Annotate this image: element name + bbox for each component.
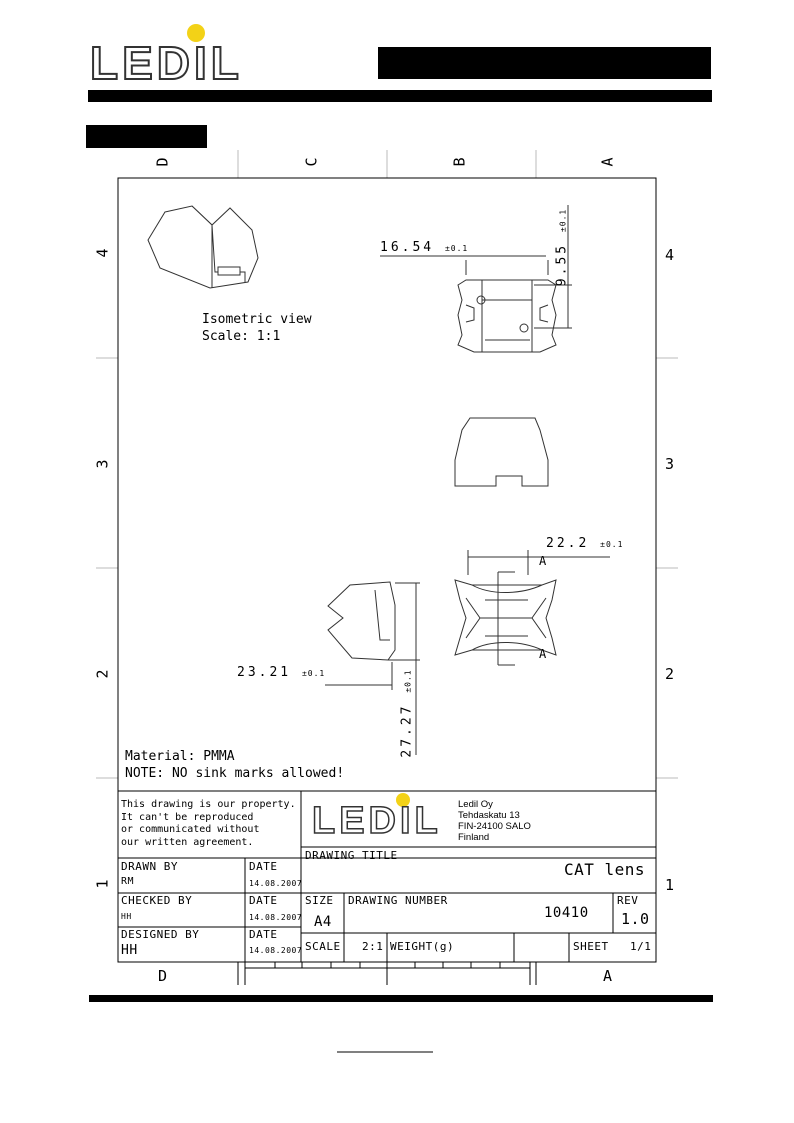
rev-value: 1.0 [621, 910, 650, 928]
date-designed-value: 14.08.2007 [249, 946, 303, 955]
date-drawn-label: DATE [249, 860, 278, 873]
zone-col-top-a: A [598, 157, 617, 167]
dim-height-top [555, 198, 570, 298]
dim-width-side-value: 23.21 [237, 665, 292, 680]
zone-row-right-3: 3 [665, 455, 675, 473]
property-notice-line: or communicated without [121, 824, 260, 835]
rev-label: REV [617, 894, 639, 907]
drawn-by-label: DRAWN BY [121, 860, 178, 873]
zone-row-left-1: 1 [93, 879, 112, 889]
drawing-title-label: DRAWING TITLE [305, 849, 398, 862]
dim-height-side [400, 659, 415, 769]
date-drawn-value: 14.08.2007 [249, 879, 303, 888]
date-designed-label: DATE [249, 928, 278, 941]
section-view-sketch [455, 550, 610, 665]
dim-width-front [546, 536, 623, 551]
zone-col-top-b: B [450, 157, 469, 167]
dim-width-top-value: 16.54 [380, 240, 435, 255]
property-notice [121, 799, 296, 849]
company-line: Finland [458, 832, 490, 843]
scale-label: SCALE [305, 940, 341, 953]
zone-row-right-4: 4 [665, 246, 675, 264]
designed-by-label: DESIGNED BY [121, 928, 200, 941]
zone-row-right-1: 1 [665, 876, 675, 894]
drawing-title-value: CAT lens [564, 860, 646, 879]
dim-width-front-value: 22.2 [546, 536, 590, 551]
designed-by-value: HH [121, 943, 138, 958]
zone-row-left-3: 3 [93, 459, 112, 469]
date-checked-label: DATE [249, 894, 278, 907]
material-label: Material: PMMA [125, 749, 235, 764]
dim-height-top-tol: ±0.1 [558, 208, 568, 233]
zone-col-top-d: D [153, 157, 172, 167]
company-line: FIN-24100 SALO [458, 821, 531, 832]
isometric-view-label: Isometric view [202, 312, 312, 327]
logo-wordmark: LEDIL [90, 37, 243, 89]
size-label: SIZE [305, 894, 334, 907]
dim-height-side-value: 27.27 [399, 703, 415, 758]
zone-row-left-4: 4 [93, 248, 112, 258]
dim-width-side [237, 665, 325, 680]
property-notice-line: our written agreement. [121, 836, 254, 848]
dim-width-top [380, 240, 468, 255]
dim-width-top-tol: ±0.1 [444, 244, 469, 253]
property-notice-line: It can't be reproduced [121, 811, 254, 823]
section-marker-bottom: A [539, 647, 550, 661]
dim-height-top-value: 9.55 [554, 242, 570, 287]
titleblock-logo-wordmark: LEDIL [312, 800, 442, 842]
zone-col-bottom-a: A [603, 967, 613, 985]
front-view-sketch [455, 418, 548, 486]
scale-value: 2:1 [362, 940, 384, 953]
drawing-number-value: 10410 [544, 905, 589, 921]
isometric-scale-label: Scale: 1:1 [202, 329, 281, 344]
top-view-sketch [380, 205, 572, 352]
weight-label: WEIGHT(g) [390, 940, 455, 953]
company-address [458, 799, 531, 843]
titleblock-logo [312, 792, 442, 842]
property-notice-line: This drawing is our property. [121, 799, 296, 810]
sheet-value: 1/1 [630, 940, 652, 953]
zone-col-bottom-d: D [158, 967, 168, 985]
sheet-label: SHEET [573, 940, 609, 953]
checked-by-value: HH [121, 912, 132, 921]
zone-row-right-2: 2 [665, 665, 675, 683]
dim-height-side-tol: ±0.1 [403, 669, 413, 693]
size-value: A4 [314, 914, 332, 930]
zone-col-top-c: C [302, 157, 321, 167]
company-line: Tehdaskatu 13 [458, 810, 520, 821]
zone-row-left-2: 2 [93, 669, 112, 679]
drawn-by-value: RM [121, 876, 135, 887]
isometric-view-sketch [148, 206, 258, 288]
company-line: Ledil Oy [458, 799, 493, 810]
date-checked-value: 14.08.2007 [249, 913, 303, 922]
section-marker-top: A [539, 554, 550, 568]
material-note [125, 748, 344, 782]
checked-by-label: CHECKED BY [121, 894, 193, 907]
isometric-caption [202, 311, 312, 345]
dim-width-side-tol: ±0.1 [301, 669, 326, 678]
drawing-number-label: DRAWING NUMBER [348, 894, 448, 907]
dim-width-front-tol: ±0.1 [600, 540, 624, 549]
note-label: NOTE: NO sink marks allowed! [125, 766, 345, 781]
